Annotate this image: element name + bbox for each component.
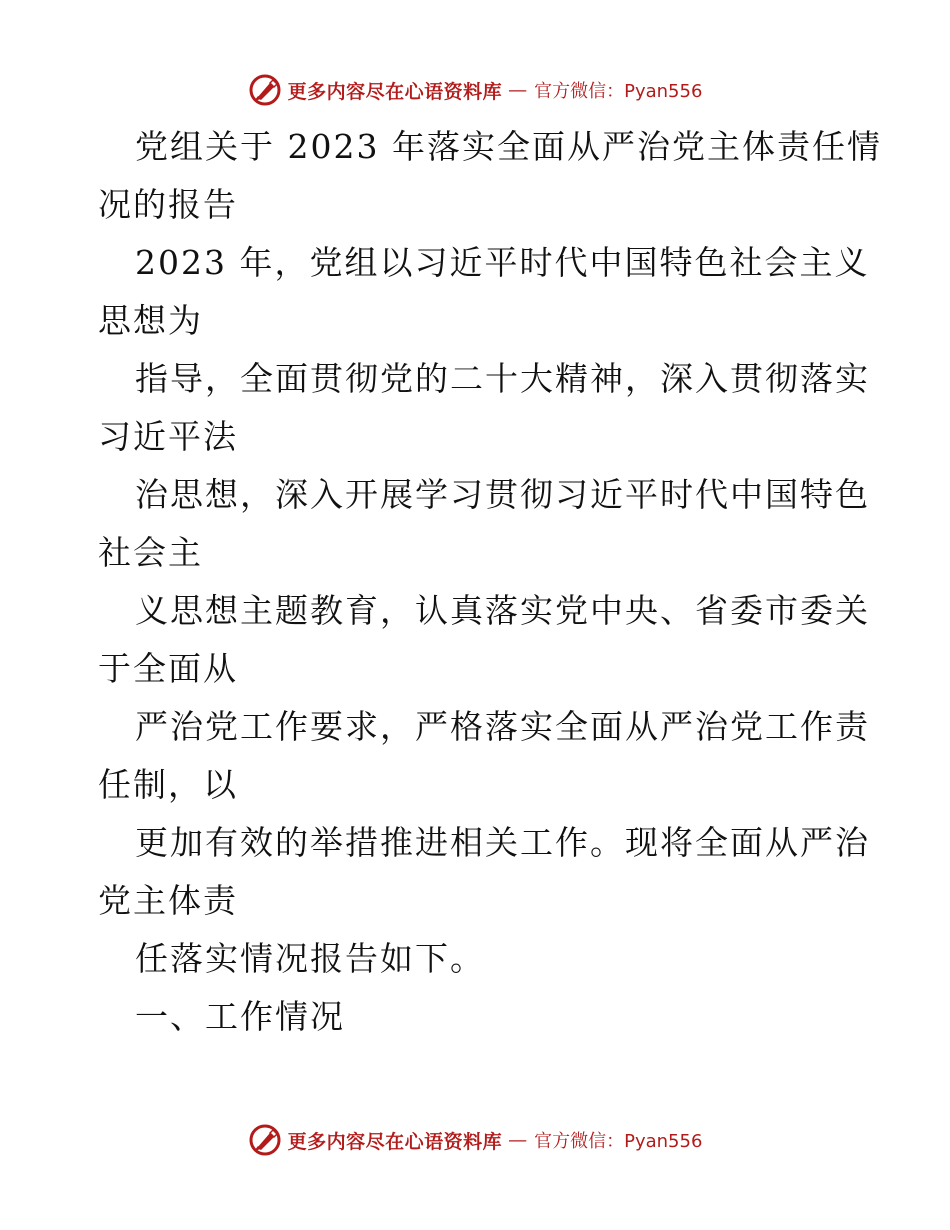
paragraph-line: 义思想主题教育，认真落实党中央、省委市委关	[135, 591, 870, 630]
section-heading: 一、工作情况	[135, 997, 345, 1036]
header-ad-text: 更多内容尽在心语资料库	[287, 80, 503, 103]
document-body	[98, 118, 882, 1046]
paragraph-line: 于全面从	[98, 649, 238, 688]
paragraph-line: 任落实情况报告如下。	[135, 939, 485, 978]
paragraph-line: 指导，全面贯彻党的二十大精神，深入贯彻落实	[135, 359, 870, 398]
header-ad-separator: —	[508, 79, 529, 101]
footer-ad-wechat: 官方微信：Pyan556	[534, 1131, 703, 1152]
title-line-2: 况的报告	[98, 185, 238, 224]
header-ad-banner	[0, 70, 950, 110]
paragraph-line: 思想为	[98, 301, 203, 340]
footer-ad-text: 更多内容尽在心语资料库	[287, 1130, 503, 1153]
footer-ad-banner	[0, 1120, 950, 1160]
footer-ad-separator: —	[508, 1129, 529, 1151]
paragraph-line: 习近平法	[98, 417, 238, 456]
paragraph-line: 社会主	[98, 533, 203, 572]
paragraph-line: 严治党工作要求，严格落实全面从严治党工作责	[135, 707, 870, 746]
paragraph-line: 治思想，深入开展学习贯彻习近平时代中国特色	[135, 475, 870, 514]
paragraph-line: 党主体责	[98, 881, 238, 920]
pen-nib-logo-icon	[248, 73, 282, 107]
pen-nib-logo-icon	[248, 1123, 282, 1157]
paragraph-line: 更加有效的举措推进相关工作。现将全面从严治	[135, 823, 870, 862]
paragraph-line: 2023 年，党组以习近平时代中国特色社会主义	[135, 243, 870, 282]
paragraph-line: 任制，以	[98, 765, 238, 804]
header-ad-wechat: 官方微信：Pyan556	[534, 81, 703, 102]
title-line-1: 党组关于 2023 年落实全面从严治党主体责任情	[135, 127, 882, 166]
